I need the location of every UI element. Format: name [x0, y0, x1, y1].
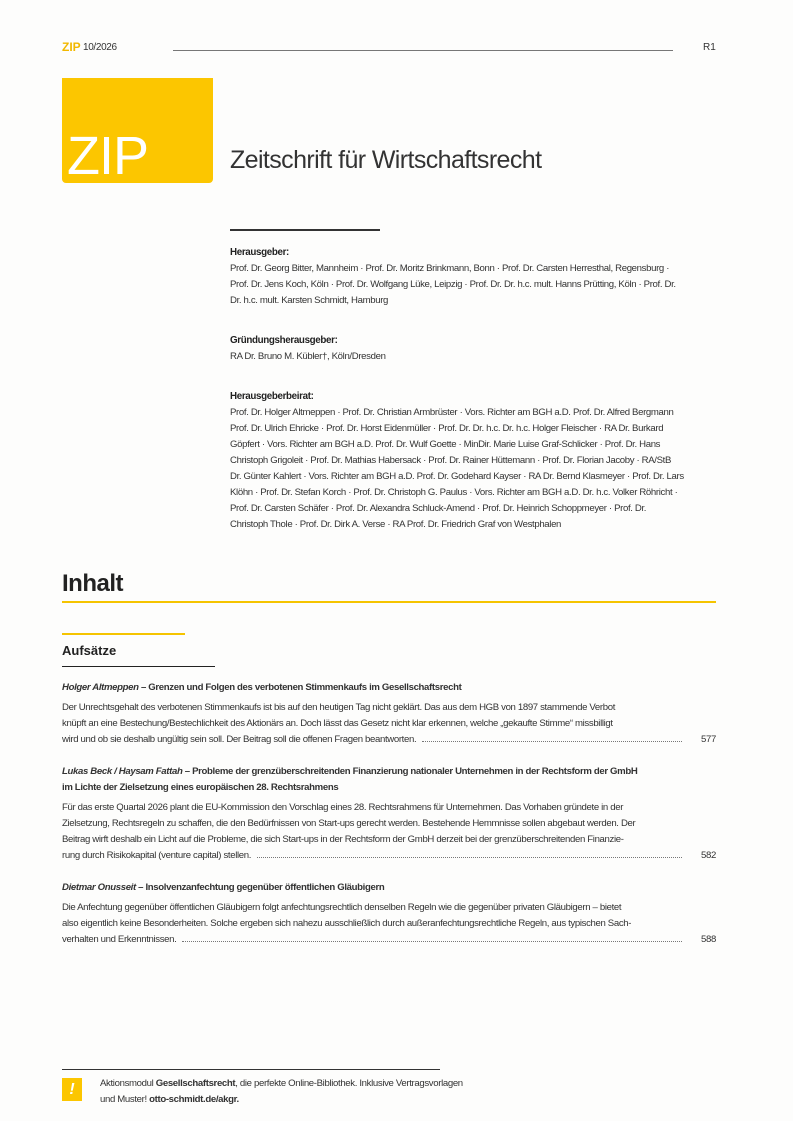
header-issue: 10/2026 [83, 42, 117, 53]
toc-entry[interactable] [62, 680, 716, 748]
contents-rule [62, 601, 716, 603]
entry-abstract-line: rung durch Risikokapital (venture capital) stellen. [62, 850, 252, 861]
footer-rule [62, 1069, 440, 1070]
herausgeber-heading: Herausgeber: [230, 247, 289, 258]
entry-heading: Lukas Beck / Haysam Fattah – Probleme der grenzüberschreitenden Finanzierung nationaler Unternehmen in der Rechtsform der GmbH im Lichte der Zielsetzung eines europäischen 28. Rechtsrahmens [62, 766, 638, 793]
entry-title: Probleme der grenzüberschreitenden Finanzierung nationaler Unternehmen in der Rechtsform der GmbH [192, 766, 638, 777]
toc-entry[interactable] [62, 880, 716, 948]
promo-product: Gesellschaftsrecht [155, 1078, 236, 1089]
gruendung-block [230, 333, 386, 365]
entry-title: Insolvenzanfechtung gegenüber öffentlichen Gläubigern [145, 882, 385, 893]
beirat-line: Prof. Dr. Ulrich Ehricke · Prof. Dr. Horst Eidenmüller · Prof. Dr. Dr. h.c. Dr. h.c. Holger Fleischer · RA Dr. Burkard [230, 423, 664, 434]
gruendung-heading: Gründungsherausgeber: [230, 335, 338, 346]
herausgeber-block [230, 245, 676, 309]
entry-abstract-line: Die Anfechtung gegenüber öffentlichen Gläubigern folgt anfechtungsrechtlich denselben Regeln wie die gegenüber privaten Gläubigern – bietet [62, 902, 622, 913]
entry-abstract-line: Der Unrechtsgehalt des verbotenen Stimmenkaufs ist bis auf den heutigen Tag nicht geklärt. Das aus dem HGB von 1897 stammende Verbot [62, 702, 616, 713]
entry-abstract-line: also eigentlich keine Besonderheiten. Solche ergeben sich nahezu ausschließlich durch außeranfechtungsrechtliche Regeln, aus typischen Sach- [62, 918, 632, 929]
entry-abstract-line: Für das erste Quartal 2026 plant die EU-Kommission den Vorschlag eines 28. Rechtsrahmens für Unternehmen. Das Vorhaben gründete in der [62, 802, 624, 813]
header-brand: ZIP [62, 40, 81, 54]
entry-page: 582 [701, 850, 716, 861]
entry-abstract-line: wird und ob sie deshalb ungültig sein soll. Der Beitrag soll die offenen Fragen beantworten. [62, 734, 417, 745]
beirat-line: Christoph Grigoleit · Prof. Dr. Mathias Habersack · Prof. Dr. Rainer Hüttemann · Prof. Dr. Florian Jacoby · RA/StB [230, 455, 672, 466]
entry-abstract-line: Beitrag wirft deshalb ein Licht auf die Probleme, die sich Start-ups in der Rechtsform der GmbH derzeit bei der grenzüberschreitenden Finanzie- [62, 834, 624, 845]
entry-title: Grenzen und Folgen des verbotenen Stimmenkaufs im Gesellschaftsrecht [148, 682, 462, 693]
logo-text: ZIP [67, 126, 149, 186]
herausgeber-line: Prof. Dr. Georg Bitter, Mannheim · Prof. Dr. Moritz Brinkmann, Bonn · Prof. Dr. Carsten Herresthal, Regensburg · [230, 263, 670, 274]
beirat-line: Göpfert · Vors. Richter am BGH a.D. Prof. Dr. Wulf Goette · MinDir. Marie Luise Graf-Schlicker · Prof. Dr. Hans [230, 439, 661, 450]
beirat-line: Prof. Dr. Carsten Schäfer · Prof. Dr. Alexandra Schluck-Amend · Prof. Dr. Heinrich Schoppmeyer · Prof. Dr. [230, 503, 647, 514]
beirat-heading: Herausgeberbeirat: [230, 391, 314, 402]
leader-dots [257, 849, 682, 858]
beirat-line: Christoph Thole · Prof. Dr. Dirk A. Verse · RA Prof. Dr. Friedrich Graf von Westphalen [230, 519, 562, 530]
section-rule [62, 633, 185, 635]
divider [230, 229, 380, 231]
header-rule [173, 50, 673, 51]
herausgeber-line: Dr. h.c. mult. Karsten Schmidt, Hamburg [230, 295, 389, 306]
entry-heading: Holger Altmeppen – Grenzen und Folgen des verbotenen Stimmenkaufs im Gesellschaftsrecht [62, 682, 462, 693]
beirat-line: Dr. Günter Kahlert · Vors. Richter am BGH a.D. Prof. Dr. Godehard Kayser · RA Dr. Bernd Klasmeyer · Prof. Dr. Lars [230, 471, 684, 482]
beirat-line: Prof. Dr. Holger Altmeppen · Prof. Dr. Christian Armbrüster · Vors. Richter am BGH a.D. Prof. Dr. Alfred Bergmann [230, 407, 674, 418]
entry-author: Lukas Beck / Haysam Fattah [62, 766, 183, 777]
gruendung-line: RA Dr. Bruno M. Kübler†, Köln/Dresden [230, 351, 386, 362]
promo-text: , die perfekte Online-Bibliothek. Inklusive Vertragsvorlagen [235, 1078, 463, 1089]
zip-logo [62, 78, 213, 186]
beirat-block [230, 389, 684, 533]
promo-link[interactable]: otto-schmidt.de/akgr. [149, 1094, 239, 1105]
footer-promo [100, 1076, 463, 1108]
entry-title: im Lichte der Zielsetzung eines europäischen 28. Rechtsrahmens [62, 782, 339, 793]
entry-page: 577 [701, 734, 716, 745]
entry-author: Dietmar Onusseit [62, 882, 136, 893]
entry-author: Holger Altmeppen [62, 682, 139, 693]
promo-text: Aktionsmodul [100, 1078, 156, 1089]
leader-dots [182, 933, 682, 942]
journal-title: Zeitschrift für Wirtschaftsrecht [230, 146, 542, 174]
promo-text: und Muster! [100, 1094, 150, 1105]
exclamation-icon: ! [62, 1078, 82, 1101]
section-title: Aufsätze [62, 643, 117, 658]
herausgeber-line: Prof. Dr. Jens Koch, Köln · Prof. Dr. Wolfgang Lüke, Leipzig · Prof. Dr. Dr. h.c. mult. Hanns Prütting, Köln · Prof. Dr. [230, 279, 676, 290]
leader-dots [422, 733, 682, 742]
entry-abstract-line: verhalten und Erkenntnissen. [62, 934, 177, 945]
section-rule [62, 666, 215, 667]
toc-entry[interactable] [62, 764, 716, 864]
contents-heading: Inhalt [62, 570, 123, 597]
entry-abstract-line: Zielsetzung, Rechtsregeln zu schaffen, die den Bedürfnissen von Start-ups gerecht werden. Bestehende Hemmnisse sollen abgebaut werden. Der [62, 818, 636, 829]
entry-heading: Dietmar Onusseit – Insolvenzanfechtung gegenüber öffentlichen Gläubigern [62, 882, 385, 893]
header-page-number: R1 [703, 42, 716, 53]
entry-page: 588 [701, 934, 716, 945]
beirat-line: Klöhn · Prof. Dr. Stefan Korch · Prof. Dr. Christoph G. Paulus · Vors. Richter am BGH a.D. Dr. h.c. Volker Röhricht · [230, 487, 678, 498]
entry-abstract-line: knüpft an eine Bestechung/Bestechlichkeit des Aktionärs an. Doch lässt das Gesetz nicht klar erkennen, welche „gekaufte Stimme“ missbilligt [62, 718, 613, 729]
